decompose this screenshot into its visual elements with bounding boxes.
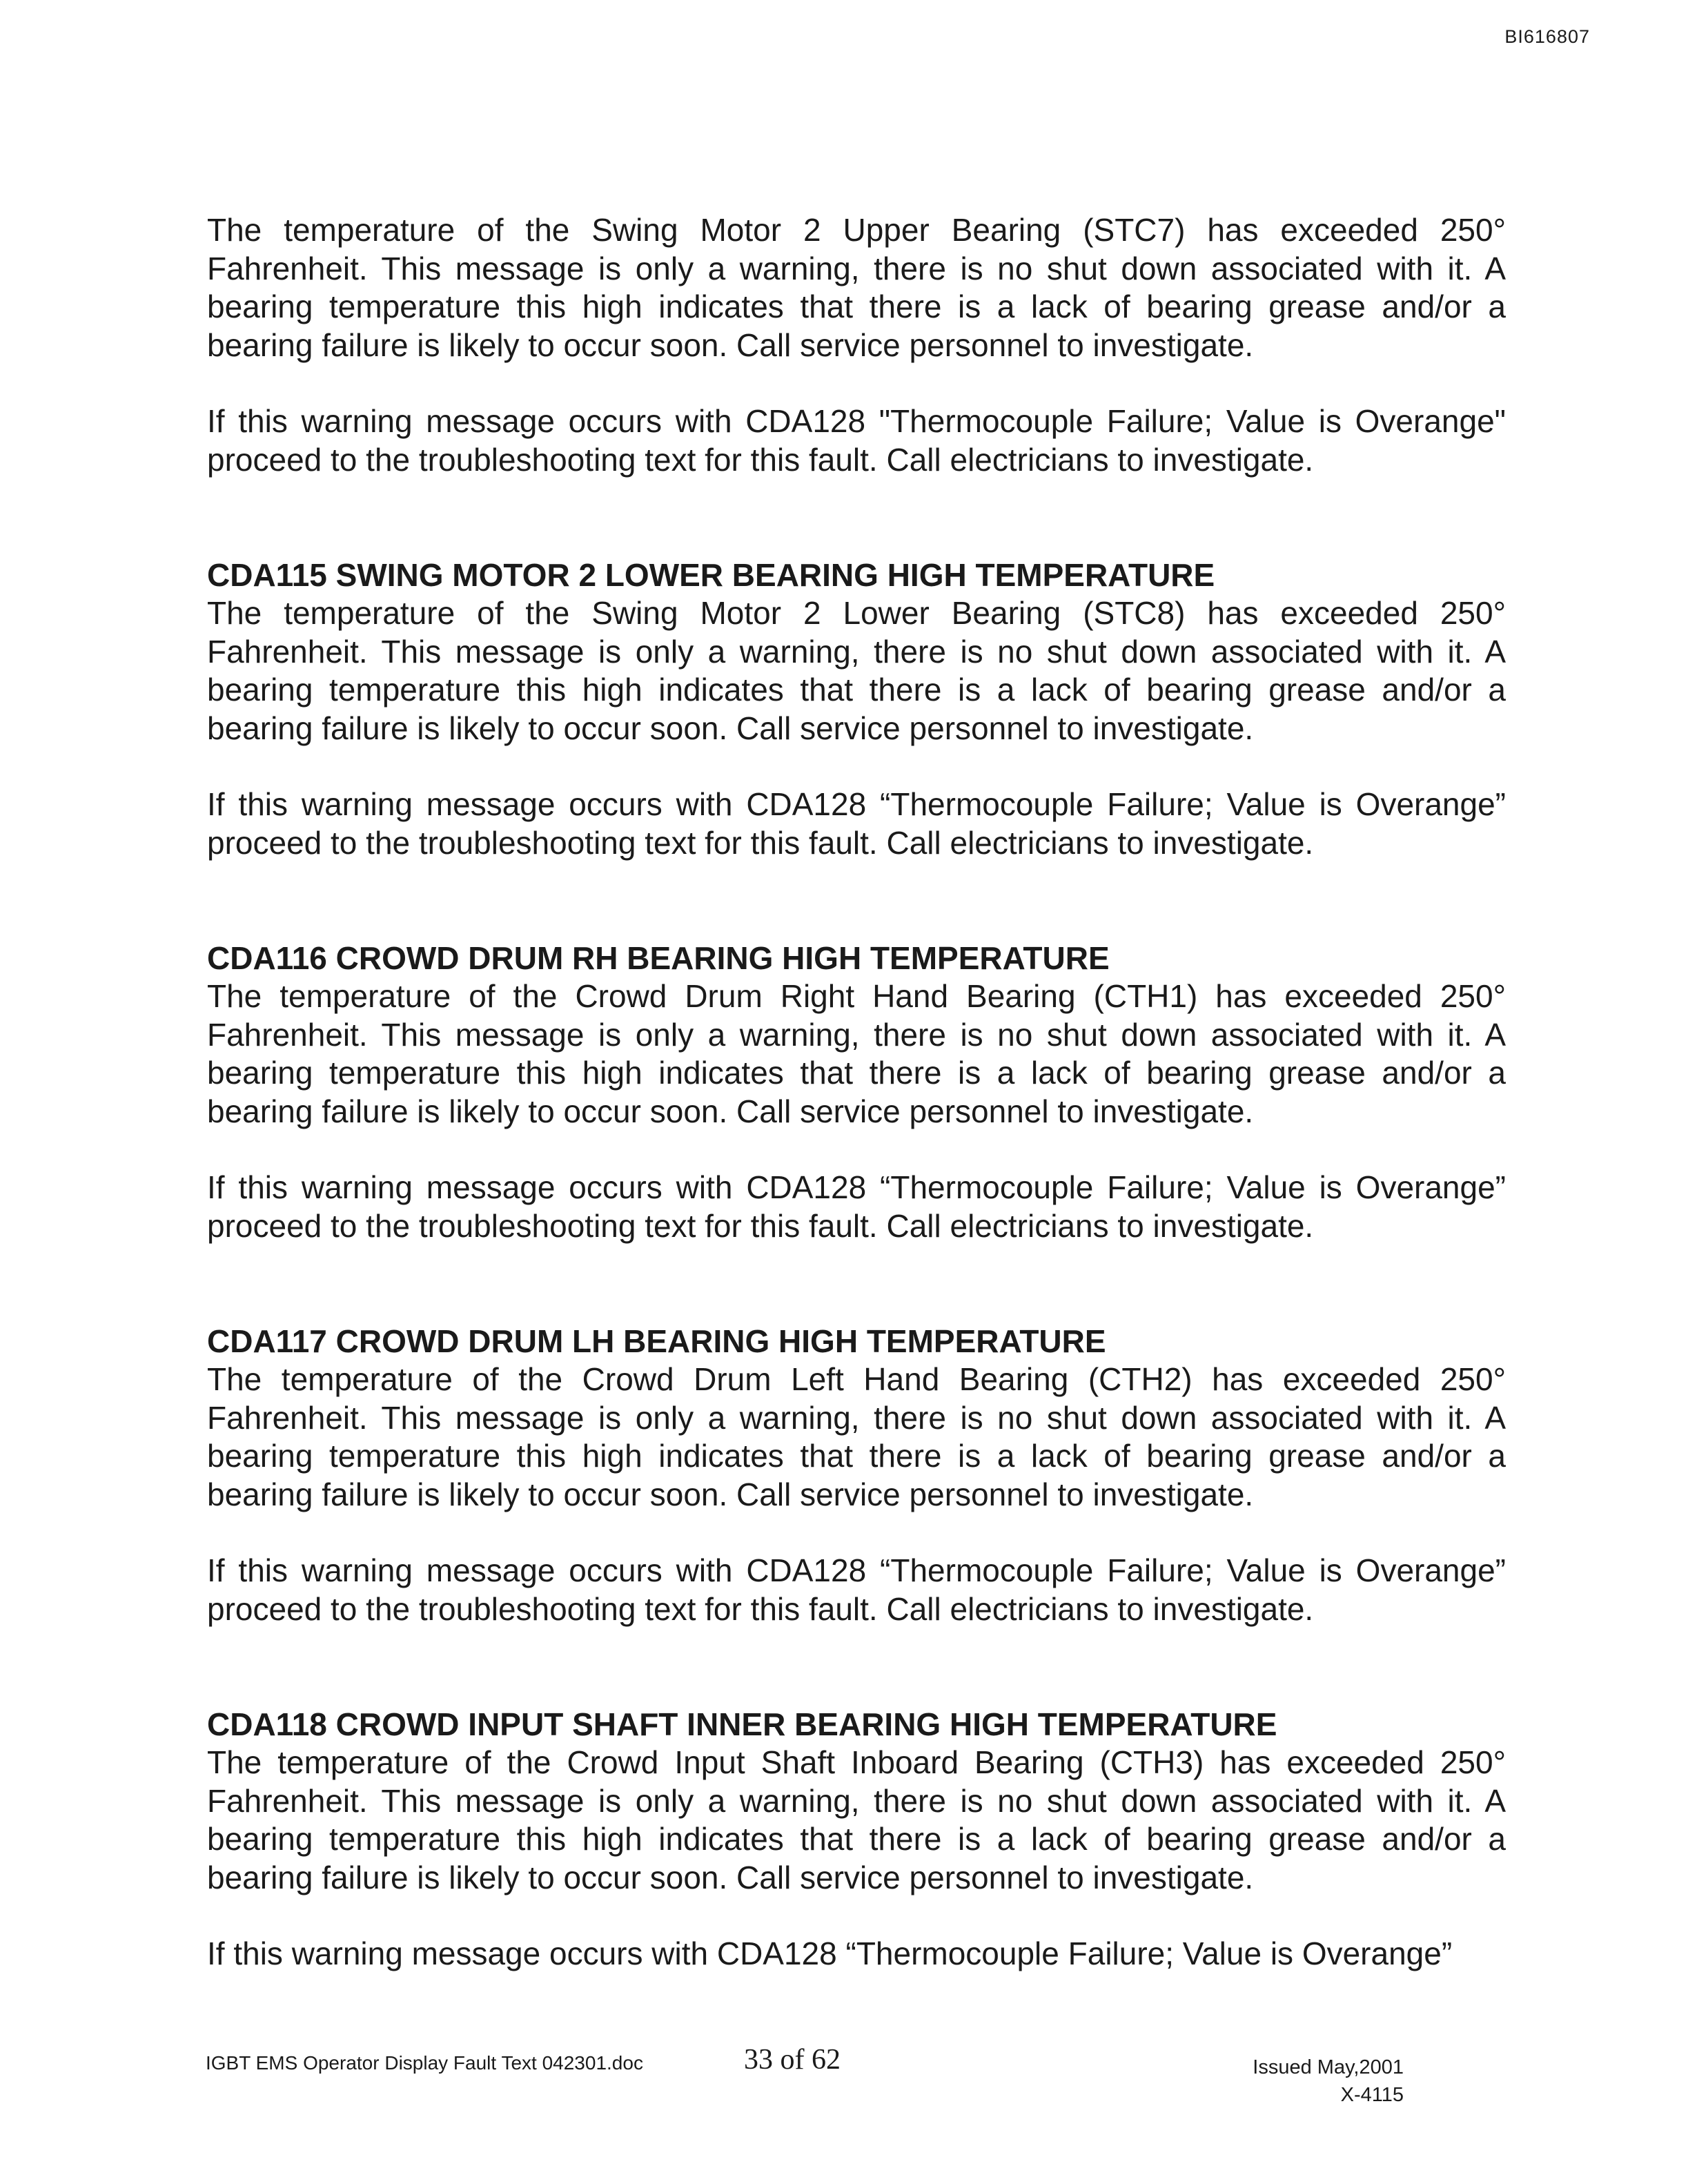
section-heading: CDA116 CROWD DRUM RH BEARING HIGH TEMPERATURE — [207, 940, 1110, 976]
section-cda118 — [207, 1705, 1506, 1973]
section-cda115 — [207, 556, 1506, 862]
section-paragraph-2: If this warning message occurs with CDA128 “Thermocouple Failure; Value is Overange” — [207, 1936, 1453, 1971]
section-paragraph-1: The temperature of the Crowd Input Shaft Inboard Bearing (CTH3) has exceeded 250° Fahrenheit. This message is only a warning, there is no shut down associated with it. A bearing temperature this high indicates that there is a lack of bearing grease and/or a bearing failure is likely to occur soon. Call service personnel to investigate. — [207, 1744, 1506, 1895]
section-paragraph-1: The temperature of the Swing Motor 2 Lower Bearing (STC8) has exceeded 250° Fahrenheit. This message is only a warning, there is no shut down associated with it. A bearing temperature this high indicates that there is a lack of bearing grease and/or a bearing failure is likely to occur soon. Call service personnel to investigate. — [207, 595, 1506, 746]
footer-filename: IGBT EMS Operator Display Fault Text 042301.doc — [206, 2052, 643, 2074]
footer-page-number: 33 of 62 — [744, 2044, 841, 2076]
footer-issued-date: Issued May,2001 — [1253, 2056, 1404, 2078]
intro-paragraph-2: If this warning message occurs with CDA128 "Thermocouple Failure; Value is Overange" proceed to the troubleshooting text for this fault. Call electricians to investigate. — [207, 403, 1506, 478]
document-id: BI616807 — [1504, 26, 1590, 47]
section-paragraph-1: The temperature of the Crowd Drum Left Hand Bearing (CTH2) has exceeded 250° Fahrenheit. This message is only a warning, there is no shut down associated with it. A bearing temperature this high indicates that there is a lack of bearing grease and/or a bearing failure is likely to occur soon. Call service personnel to investigate. — [207, 1361, 1506, 1512]
page-body — [207, 211, 1506, 1973]
section-cda117 — [207, 1322, 1506, 1628]
section-paragraph-2: If this warning message occurs with CDA128 “Thermocouple Failure; Value is Overange” proceed to the troubleshooting text for this fault. Call electricians to investigate. — [207, 1552, 1506, 1627]
intro-paragraph-1: The temperature of the Swing Motor 2 Upper Bearing (STC7) has exceeded 250° Fahrenheit. This message is only a warning, there is no shut down associated with it. A bearing temperature this high indicates that there is a lack of bearing grease and/or a bearing failure is likely to occur soon. Call service personnel to investigate. — [207, 212, 1506, 363]
section-heading: CDA115 SWING MOTOR 2 LOWER BEARING HIGH TEMPERATURE — [207, 557, 1215, 593]
section-paragraph-2: If this warning message occurs with CDA128 “Thermocouple Failure; Value is Overange” proceed to the troubleshooting text for this fault. Call electricians to investigate. — [207, 786, 1506, 861]
section-cda116 — [207, 939, 1506, 1245]
section-paragraph-1: The temperature of the Crowd Drum Right Hand Bearing (CTH1) has exceeded 250° Fahrenheit. This message is only a warning, there is no shut down associated with it. A bearing temperature this high indicates that there is a lack of bearing grease and/or a bearing failure is likely to occur soon. Call service personnel to investigate. — [207, 978, 1506, 1129]
footer-issued-block — [1253, 2054, 1404, 2109]
section-paragraph-2: If this warning message occurs with CDA128 “Thermocouple Failure; Value is Overange” proceed to the troubleshooting text for this fault. Call electricians to investigate. — [207, 1169, 1506, 1244]
section-heading: CDA118 CROWD INPUT SHAFT INNER BEARING HIGH TEMPERATURE — [207, 1706, 1277, 1742]
footer-doc-code: X-4115 — [1340, 2084, 1404, 2106]
section-heading: CDA117 CROWD DRUM LH BEARING HIGH TEMPERATURE — [207, 1323, 1106, 1359]
